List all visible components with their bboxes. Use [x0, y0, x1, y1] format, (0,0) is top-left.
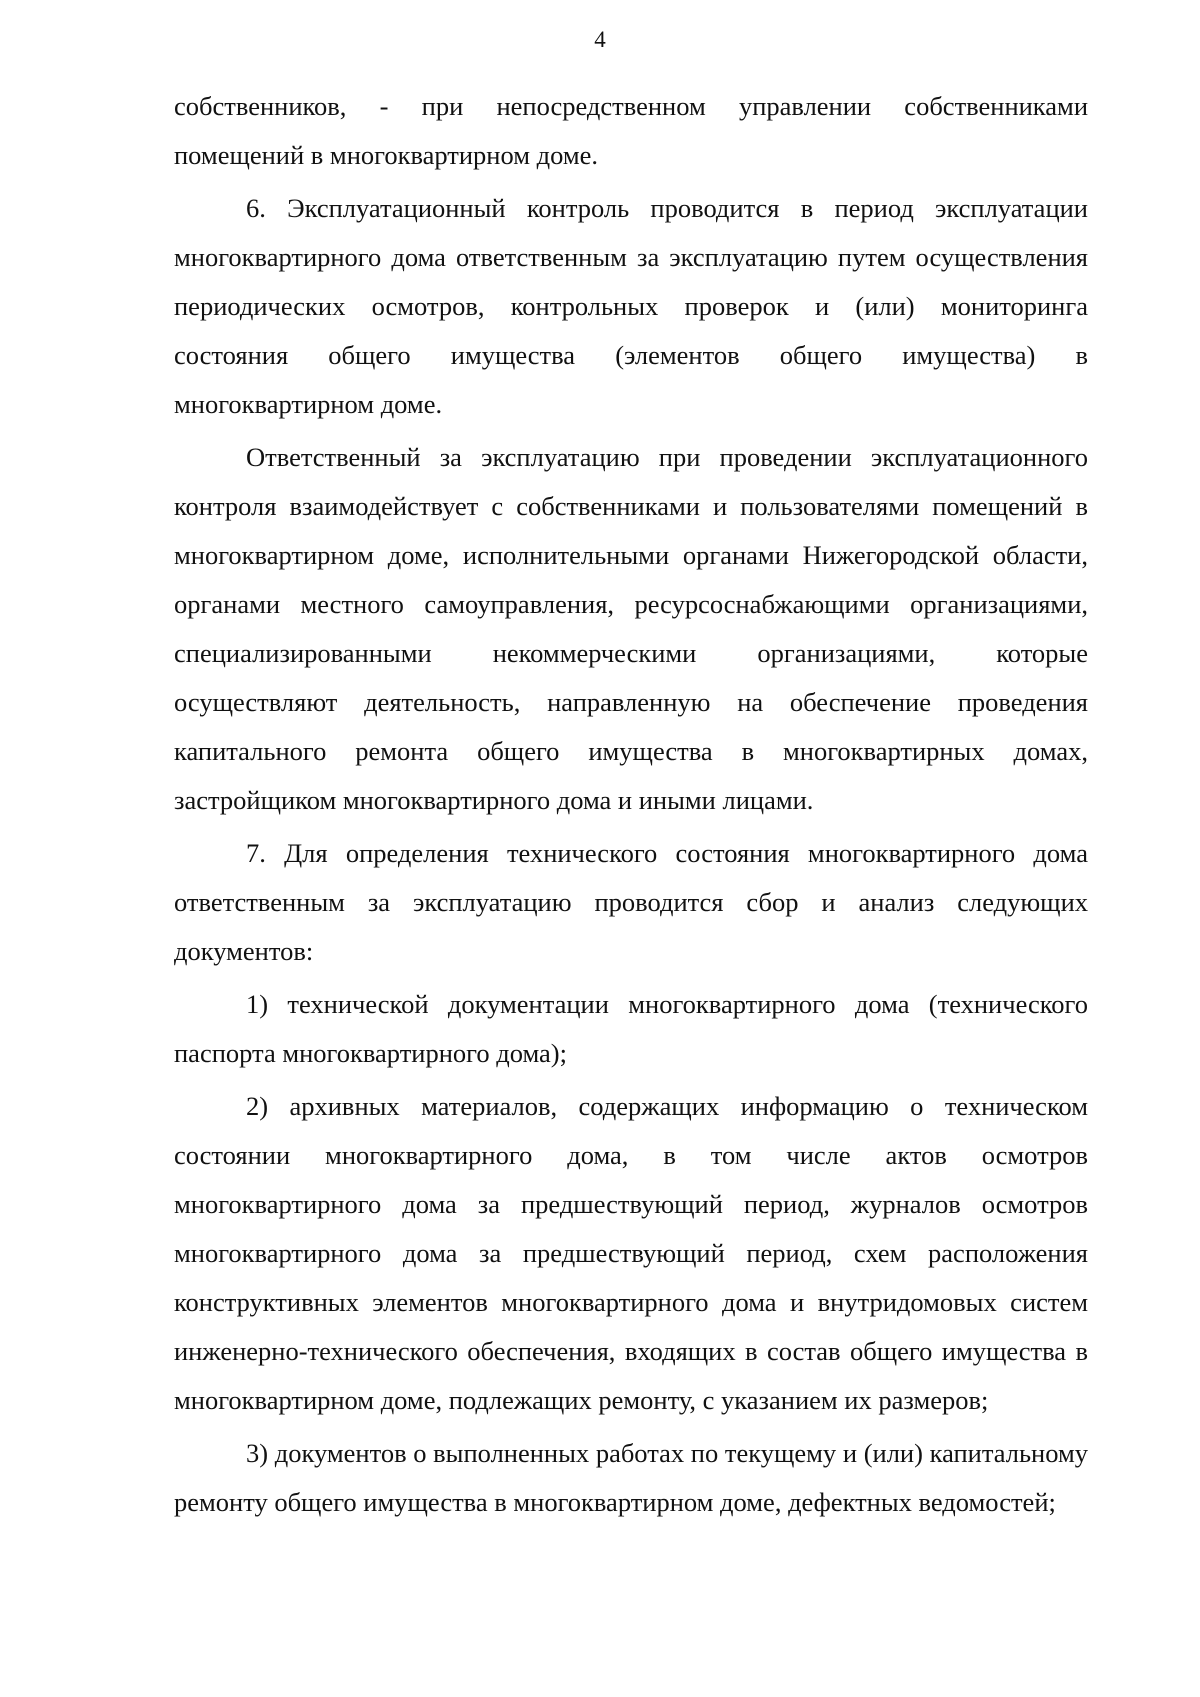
paragraph-item-6: 6. Эксплуатационный контроль проводится в период эксплуатации многоквартирного дома ответственным за эксплуатацию путем осуществления периодических осмотров, контрольных проверок и (или) мониторинга состояния общего имущества (элементов общего имущества) в многоквартирном доме.	[174, 193, 1088, 419]
paragraph-responsible-interaction: Ответственный за эксплуатацию при проведении эксплуатационного контроля взаимодействует с собственниками и пользователями помещений в многоквартирном доме, исполнительными органами Нижегородской области, органами местного самоуправления, ресурсоснабжающими организациями, специализированными некоммерческими организациями, которые осуществляют деятельность, направленную на обеспечение проведения капитального ремонта общего имущества в многоквартирных домах, застройщиком многоквартирного дома и иными лицами.	[174, 442, 1088, 815]
list-item-3: 3) документов о выполненных работах по текущему и (или) капитальному ремонту общего имущества в многоквартирном доме, дефектных ведомостей;	[174, 1438, 1088, 1517]
paragraph-continuation: собственников, - при непосредственном управлении собственниками помещений в многоквартирном доме.	[174, 91, 1088, 170]
document-body	[174, 82, 1088, 1531]
page-number: 4	[594, 27, 606, 52]
paragraph-item-7: 7. Для определения технического состояния многоквартирного дома ответственным за эксплуатацию проводится сбор и анализ следующих документов:	[174, 838, 1088, 966]
list-item-2: 2) архивных материалов, содержащих информацию о техническом состоянии многоквартирного дома, в том числе актов осмотров многоквартирного дома за предшествующий период, журналов осмотров многоквартирного дома за предшествующий период, схем расположения конструктивных элементов многоквартирного дома и внутридомовых систем инженерно-технического обеспечения, входящих в состав общего имущества в многоквартирном доме, подлежащих ремонту, с указанием их размеров;	[174, 1091, 1088, 1415]
list-item-1: 1) технической документации многоквартирного дома (технического паспорта многоквартирного дома);	[174, 989, 1088, 1068]
